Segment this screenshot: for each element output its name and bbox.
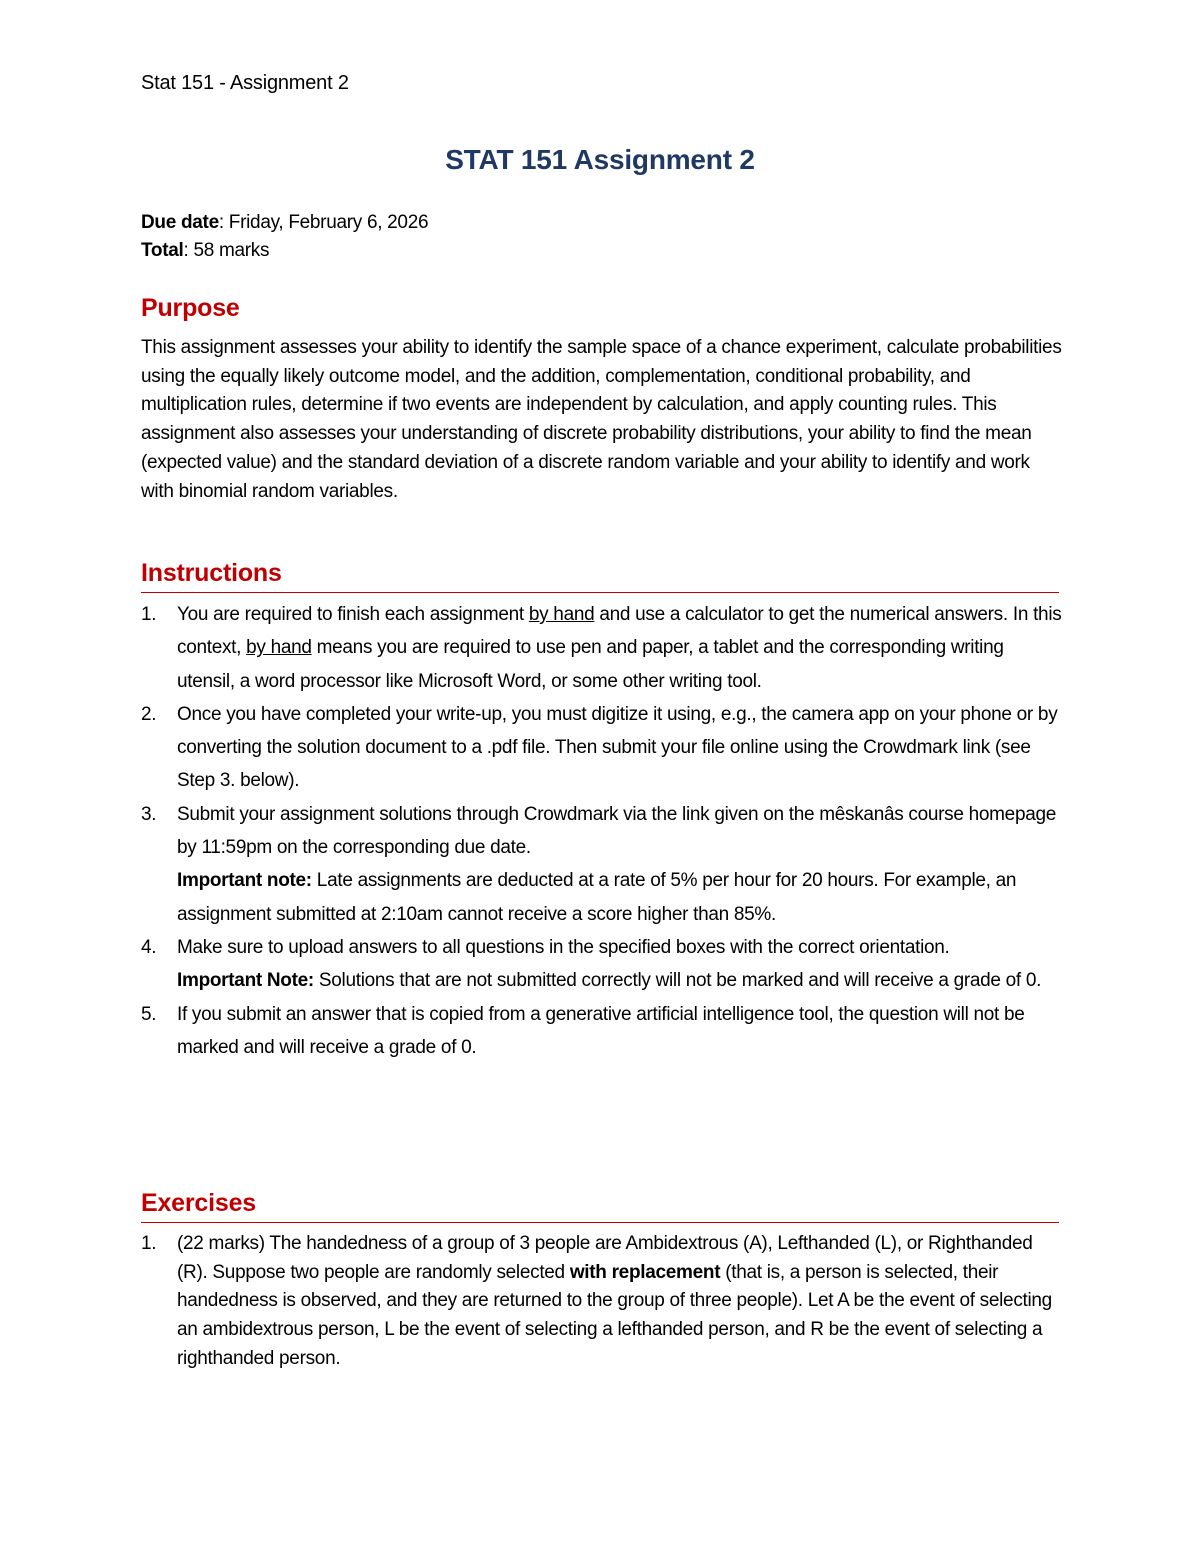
instruction-item-4 — [141, 931, 1066, 998]
due-date-line — [141, 212, 428, 234]
running-header: Stat 151 - Assignment 2 — [141, 72, 349, 94]
important-note-text: Late assignments are deducted at a rate of 5% per hour for 20 hours. For example, an assignment submitted at 2:10am cannot receive a score higher than 85%. — [177, 870, 1017, 925]
instruction-text: Submit your assignment solutions through Crowdmark via the link given on the mêskanâs course homepage by 11:59pm on the corresponding due date. — [177, 803, 1057, 859]
important-note-text: Solutions that are not submitted correctly will not be marked and will receive a grade of 0. — [313, 970, 1042, 992]
exercise-text: (22 marks) The handedness of a group of 3 people are Ambidextrous (A), Lefthanded (L), or Righthanded (R). Suppose two people are randomly selected — [177, 1233, 1033, 1283]
exercises-list — [141, 1230, 1066, 1374]
instruction-text: If you submit an answer that is copied from a generative artificial intelligence tool, the question will not be marked and will receive a grade of 0. — [177, 1003, 1025, 1058]
instruction-number: 1. — [141, 604, 157, 625]
instruction-item-5 — [141, 998, 1066, 1065]
important-note-label: Important Note: — [177, 970, 314, 992]
instruction-number: 2. — [141, 703, 157, 725]
instructions-heading: Instructions — [141, 559, 282, 587]
instructions-list — [141, 598, 1066, 1064]
instruction-item-3 — [141, 798, 1066, 931]
instruction-text: Once you have completed your write-up, you must digitize it using, e.g., the camera app on your phone or by converting the solution document to a .pdf file. Then submit your file online using the Crowdmark link (see Step 3. below). — [177, 703, 1058, 792]
instruction-item-1 — [141, 598, 1066, 698]
underlined-text: by hand — [246, 637, 312, 659]
important-note-label: Important note: — [177, 870, 312, 892]
instruction-item-2 — [141, 698, 1066, 798]
purpose-paragraph: This assignment assesses your ability to identify the sample space of a chance experiment, calculate probabilities using the equally likely outcome model, and the addition, complementation, conditional probability, and multiplication rules, determine if two events are independent by calculation, and apply counting rules. This assignment also assesses your understanding of discrete probability distributions, your ability to find the mean (expected value) and the standard deviation of a discrete random variable and your ability to identify and work with binomial random variables. — [141, 337, 1062, 502]
exercise-number: 1. — [141, 1233, 157, 1254]
page-title: STAT 151 Assignment 2 — [445, 144, 755, 175]
instruction-number: 4. — [141, 936, 157, 958]
instruction-text: and use a calculator to get the numerical answers. In this context, — [177, 604, 1062, 659]
instruction-text: Make sure to upload answers to all questions in the specified boxes with the correct orientation. — [177, 936, 950, 958]
total-marks-line — [141, 240, 269, 262]
instructions-divider — [141, 592, 1059, 593]
instruction-text: You are required to finish each assignment — [177, 604, 529, 625]
exercise-item-1 — [141, 1230, 1066, 1374]
important-note — [177, 964, 1066, 997]
total-label: Total — [141, 240, 184, 261]
exercise-bold-text: with replacement — [569, 1261, 721, 1283]
due-date-value: : Friday, February 6, 2026 — [218, 212, 429, 233]
purpose-heading: Purpose — [141, 294, 240, 322]
instruction-text: means you are required to use pen and paper, a tablet and the corresponding writing utensil, a word processor like Microsoft Word, or some other writing tool. — [177, 637, 1004, 692]
exercises-divider — [141, 1222, 1059, 1223]
underlined-text: by hand — [528, 604, 595, 625]
total-value: : 58 marks — [183, 240, 270, 261]
exercise-text: (that is, a person is selected, their handedness is observed, and they are returned to the group of three people). Let A be the event of selecting an ambidextrous person, L be the event of selecting a lefthanded person, and R be the event of selecting a righthanded person. — [177, 1261, 1052, 1369]
due-date-label: Due date — [141, 212, 219, 233]
instruction-number: 3. — [141, 803, 157, 825]
exercises-heading: Exercises — [141, 1189, 256, 1217]
instruction-number: 5. — [141, 1003, 157, 1025]
important-note — [177, 864, 1066, 931]
